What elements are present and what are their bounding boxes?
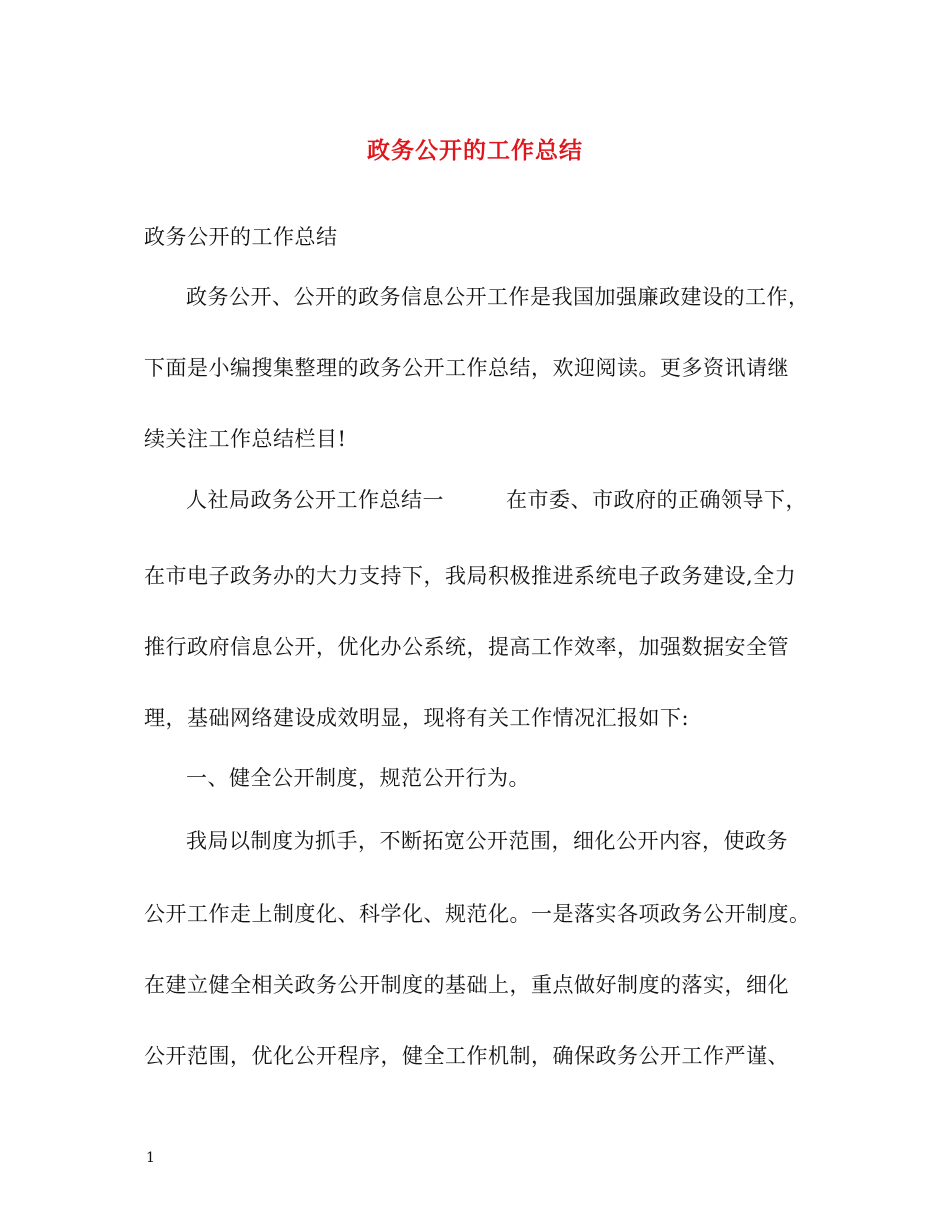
- section-heading: 一、健全公开制度，规范公开行为。: [186, 766, 530, 790]
- paragraph-line: 推行政府信息公开，优化办公系统，提高工作效率，加强数据安全管: [144, 635, 789, 659]
- paragraph-line: [186, 485, 807, 515]
- paragraph-line: 公开工作走上制度化、科学化、规范化。一是落实各项政务公开制度。: [144, 902, 811, 926]
- document-subtitle: 政务公开的工作总结: [144, 225, 338, 249]
- paragraph-text: 在市委、市政府的正确领导下，: [506, 488, 807, 512]
- page-number: 1: [146, 1150, 155, 1166]
- paragraph-line: 在建立健全相关政务公开制度的基础上，重点做好制度的落实，细化: [144, 973, 789, 997]
- paragraph-line: 理，基础网络建设成效明显，现将有关工作情况汇报如下:: [144, 706, 690, 730]
- paragraph-line: 续关注工作总结栏目!: [144, 427, 347, 451]
- paragraph-line: 下面是小编搜集整理的政务公开工作总结，欢迎阅读。更多资讯请继: [144, 356, 789, 380]
- paragraph-line: 公开范围，优化公开程序，健全工作机制，确保政务公开工作严谨、: [144, 1044, 789, 1068]
- paragraph-line: 政务公开、公开的政务信息公开工作是我国加强廉政建设的工作，: [186, 285, 810, 309]
- paragraph-line: 我局以制度为抓手，不断拓宽公开范围，细化公开内容，使政务: [186, 829, 788, 853]
- document-title: 政务公开的工作总结: [367, 137, 583, 164]
- section-heading: 人社局政务公开工作总结一: [186, 488, 444, 512]
- paragraph-line: 在市电子政务办的大力支持下，我局积极推进系统电子政务建设,全力: [144, 564, 797, 588]
